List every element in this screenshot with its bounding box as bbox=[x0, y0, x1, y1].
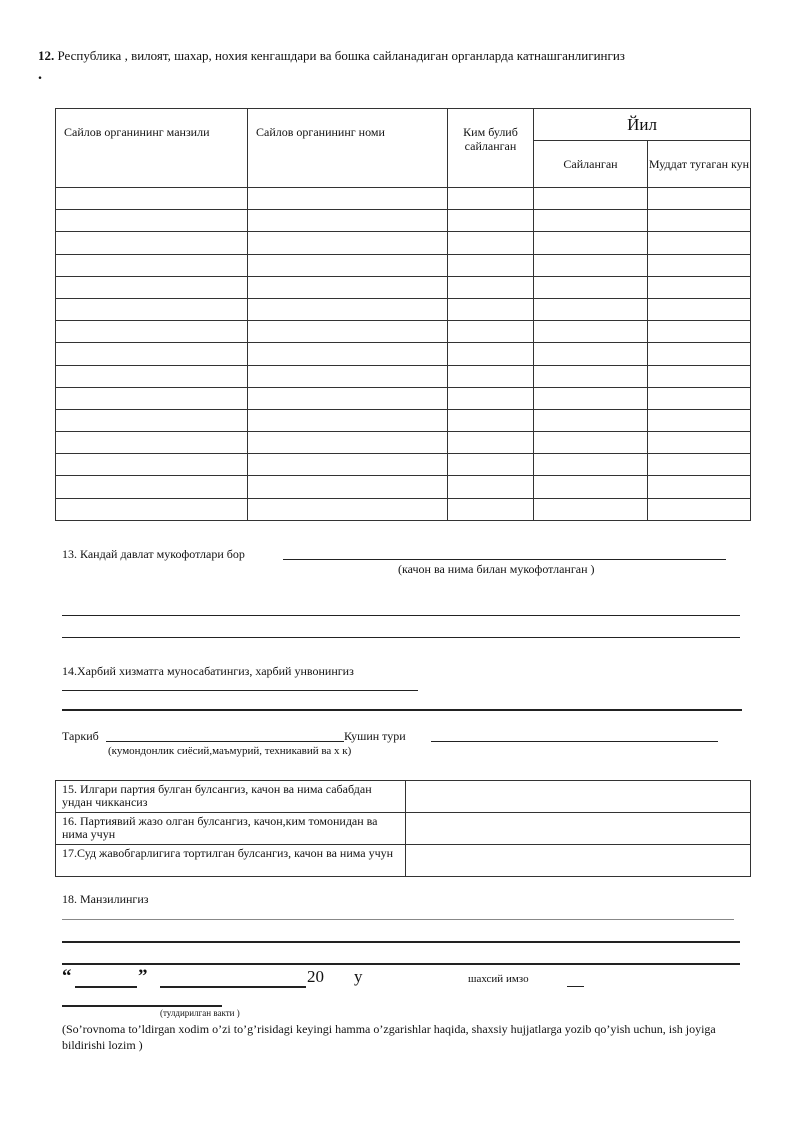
composition-input-line[interactable] bbox=[106, 741, 344, 742]
q15-row bbox=[56, 781, 751, 813]
cell-elected-as[interactable] bbox=[448, 321, 534, 343]
cell-body-name[interactable] bbox=[248, 321, 448, 343]
cell-term-end[interactable] bbox=[648, 498, 751, 520]
cell-elected[interactable] bbox=[534, 432, 648, 454]
signature-label: шахсий имзо bbox=[468, 973, 529, 985]
cell-term-end[interactable] bbox=[648, 188, 751, 210]
date-filled-hint: (тулдирилган вакти ) bbox=[160, 1008, 240, 1018]
cell-body-name[interactable] bbox=[248, 298, 448, 320]
date-close-quote: ” bbox=[138, 966, 148, 987]
cell-term-end[interactable] bbox=[648, 298, 751, 320]
cell-term-end[interactable] bbox=[648, 321, 751, 343]
cell-address[interactable] bbox=[56, 454, 248, 476]
cell-elected[interactable] bbox=[534, 210, 648, 232]
cell-address[interactable] bbox=[56, 254, 248, 276]
cell-elected[interactable] bbox=[534, 321, 648, 343]
table-row bbox=[56, 454, 751, 476]
cell-address[interactable] bbox=[56, 387, 248, 409]
cell-address[interactable] bbox=[56, 476, 248, 498]
q13-line-2[interactable] bbox=[62, 615, 740, 616]
q18-line-1[interactable] bbox=[62, 919, 734, 920]
col-header-body-name: Сайлов органининг номи bbox=[248, 109, 448, 188]
cell-elected-as[interactable] bbox=[448, 432, 534, 454]
q14-answer-line[interactable] bbox=[62, 690, 418, 691]
q18-line-3[interactable] bbox=[62, 963, 740, 965]
col-header-elected-as: Ким булиб сайланган bbox=[448, 109, 534, 188]
cell-body-name[interactable] bbox=[248, 365, 448, 387]
q13-label: 13. Кандай давлат мукофотлари бор bbox=[62, 547, 245, 561]
cell-address[interactable] bbox=[56, 343, 248, 365]
cell-body-name[interactable] bbox=[248, 276, 448, 298]
cell-elected-as[interactable] bbox=[448, 188, 534, 210]
table-row bbox=[56, 276, 751, 298]
table-row bbox=[56, 409, 751, 431]
cell-body-name[interactable] bbox=[248, 232, 448, 254]
col-header-address: Сайлов органининг манзили bbox=[56, 109, 248, 188]
col-header-term-end: Муддат тугаган кун bbox=[648, 141, 751, 188]
cell-elected[interactable] bbox=[534, 409, 648, 431]
table-row bbox=[56, 476, 751, 498]
cell-term-end[interactable] bbox=[648, 387, 751, 409]
cell-elected-as[interactable] bbox=[448, 276, 534, 298]
cell-elected[interactable] bbox=[534, 476, 648, 498]
q13-answer-line[interactable] bbox=[283, 559, 726, 560]
cell-body-name[interactable] bbox=[248, 454, 448, 476]
q12-number: 12. bbox=[38, 48, 55, 63]
table-row bbox=[56, 432, 751, 454]
table-row bbox=[56, 365, 751, 387]
cell-address[interactable] bbox=[56, 276, 248, 298]
cell-body-name[interactable] bbox=[248, 409, 448, 431]
cell-address[interactable] bbox=[56, 321, 248, 343]
cell-address[interactable] bbox=[56, 298, 248, 320]
cell-body-name[interactable] bbox=[248, 188, 448, 210]
cell-term-end[interactable] bbox=[648, 409, 751, 431]
q13-line-3[interactable] bbox=[62, 637, 740, 638]
q15-answer[interactable] bbox=[406, 781, 751, 813]
troops-label: Кушин тури bbox=[344, 729, 406, 743]
composition-hint: (кумондонлик сиёсий,маъмурий, техникавий ва х к) bbox=[108, 745, 352, 757]
cell-elected-as[interactable] bbox=[448, 409, 534, 431]
q12-heading bbox=[38, 48, 768, 64]
q18-line-2[interactable] bbox=[62, 941, 740, 943]
table-row bbox=[56, 343, 751, 365]
troops-input-line[interactable] bbox=[431, 741, 718, 742]
date-year-suffix: у bbox=[354, 967, 363, 986]
table-row bbox=[56, 498, 751, 520]
date-day-line[interactable] bbox=[75, 986, 137, 988]
cell-term-end[interactable] bbox=[648, 365, 751, 387]
date-open-quote: “ bbox=[62, 966, 72, 987]
cell-term-end[interactable] bbox=[648, 476, 751, 498]
date-month-line[interactable] bbox=[160, 986, 306, 988]
cell-elected-as[interactable] bbox=[448, 254, 534, 276]
cell-address[interactable] bbox=[56, 365, 248, 387]
table-row bbox=[56, 387, 751, 409]
cell-elected-as[interactable] bbox=[448, 343, 534, 365]
table-row bbox=[56, 321, 751, 343]
table-row bbox=[56, 210, 751, 232]
q15-label: 15. Илгари партия булган булсангиз, качон ва нима сабабдан ундан чиккансиз bbox=[56, 781, 406, 813]
cell-elected-as[interactable] bbox=[448, 454, 534, 476]
cell-address[interactable] bbox=[56, 188, 248, 210]
cell-term-end[interactable] bbox=[648, 432, 751, 454]
cell-term-end[interactable] bbox=[648, 210, 751, 232]
cell-term-end[interactable] bbox=[648, 276, 751, 298]
cell-elected[interactable] bbox=[534, 343, 648, 365]
cell-elected[interactable] bbox=[534, 276, 648, 298]
cell-term-end[interactable] bbox=[648, 454, 751, 476]
cell-elected[interactable] bbox=[534, 454, 648, 476]
cell-address[interactable] bbox=[56, 232, 248, 254]
cell-elected-as[interactable] bbox=[448, 232, 534, 254]
col-header-elected: Сайланган bbox=[534, 141, 648, 188]
cell-elected[interactable] bbox=[534, 232, 648, 254]
cell-elected[interactable] bbox=[534, 387, 648, 409]
cell-elected-as[interactable] bbox=[448, 498, 534, 520]
cell-elected-as[interactable] bbox=[448, 298, 534, 320]
cell-address[interactable] bbox=[56, 409, 248, 431]
q17-label: 17.Суд жавобгарлигига тортилган булсангиз, качон ва нима учун bbox=[56, 845, 406, 877]
q12-dot: . bbox=[38, 66, 42, 83]
signature-line[interactable] bbox=[567, 986, 584, 987]
cell-elected[interactable] bbox=[534, 188, 648, 210]
date-year-prefix: 20 bbox=[307, 967, 324, 986]
col-header-year: Йил bbox=[534, 109, 751, 141]
cell-term-end[interactable] bbox=[648, 232, 751, 254]
table-row bbox=[56, 298, 751, 320]
table-row bbox=[56, 232, 751, 254]
date-filled-line[interactable] bbox=[62, 1005, 222, 1007]
q14-line-2[interactable] bbox=[62, 709, 742, 711]
cell-body-name[interactable] bbox=[248, 476, 448, 498]
q17-answer[interactable] bbox=[406, 845, 751, 877]
q16-answer[interactable] bbox=[406, 813, 751, 845]
elected-bodies-table bbox=[55, 108, 751, 521]
cell-body-name[interactable] bbox=[248, 254, 448, 276]
q14-label: 14.Харбий хизматга муносабатингиз, харбий унвонингиз bbox=[62, 664, 354, 678]
cell-elected-as[interactable] bbox=[448, 365, 534, 387]
composition-label: Таркиб bbox=[62, 729, 99, 743]
cell-body-name[interactable] bbox=[248, 387, 448, 409]
cell-elected[interactable] bbox=[534, 298, 648, 320]
cell-elected-as[interactable] bbox=[448, 476, 534, 498]
table-row bbox=[56, 254, 751, 276]
cell-elected-as[interactable] bbox=[448, 210, 534, 232]
cell-elected[interactable] bbox=[534, 365, 648, 387]
footer-note: (So’rovnoma to’ldirgan xodim o’zi to’g’risidagi keyingi hamma o’zgarishlar haqida, shaxsiy hujjatlarga yozib qo’yish uchun, ish joyiga bildirishi lozim ) bbox=[62, 1022, 716, 1052]
cell-term-end[interactable] bbox=[648, 343, 751, 365]
q12-title: Республика , вилоят, шахар, нохия кенгашдари ва бошка сайланадиган органларда катнашганлигингиз bbox=[57, 48, 625, 63]
cell-term-end[interactable] bbox=[648, 254, 751, 276]
q17-row bbox=[56, 845, 751, 877]
q18-label: 18. Манзилингиз bbox=[62, 892, 149, 906]
cell-address[interactable] bbox=[56, 210, 248, 232]
cell-address[interactable] bbox=[56, 498, 248, 520]
party-court-table bbox=[55, 780, 751, 877]
cell-address[interactable] bbox=[56, 432, 248, 454]
cell-body-name[interactable] bbox=[248, 432, 448, 454]
q13-hint: (качон ва нима билан мукофотланган ) bbox=[398, 562, 595, 576]
cell-elected[interactable] bbox=[534, 254, 648, 276]
cell-elected-as[interactable] bbox=[448, 387, 534, 409]
cell-body-name[interactable] bbox=[248, 343, 448, 365]
cell-elected[interactable] bbox=[534, 498, 648, 520]
q16-label: 16. Партиявий жазо олган булсангиз, качон,ким томонидан ва нима учун bbox=[56, 813, 406, 845]
cell-body-name[interactable] bbox=[248, 498, 448, 520]
table-row bbox=[56, 188, 751, 210]
q16-row bbox=[56, 813, 751, 845]
cell-body-name[interactable] bbox=[248, 210, 448, 232]
